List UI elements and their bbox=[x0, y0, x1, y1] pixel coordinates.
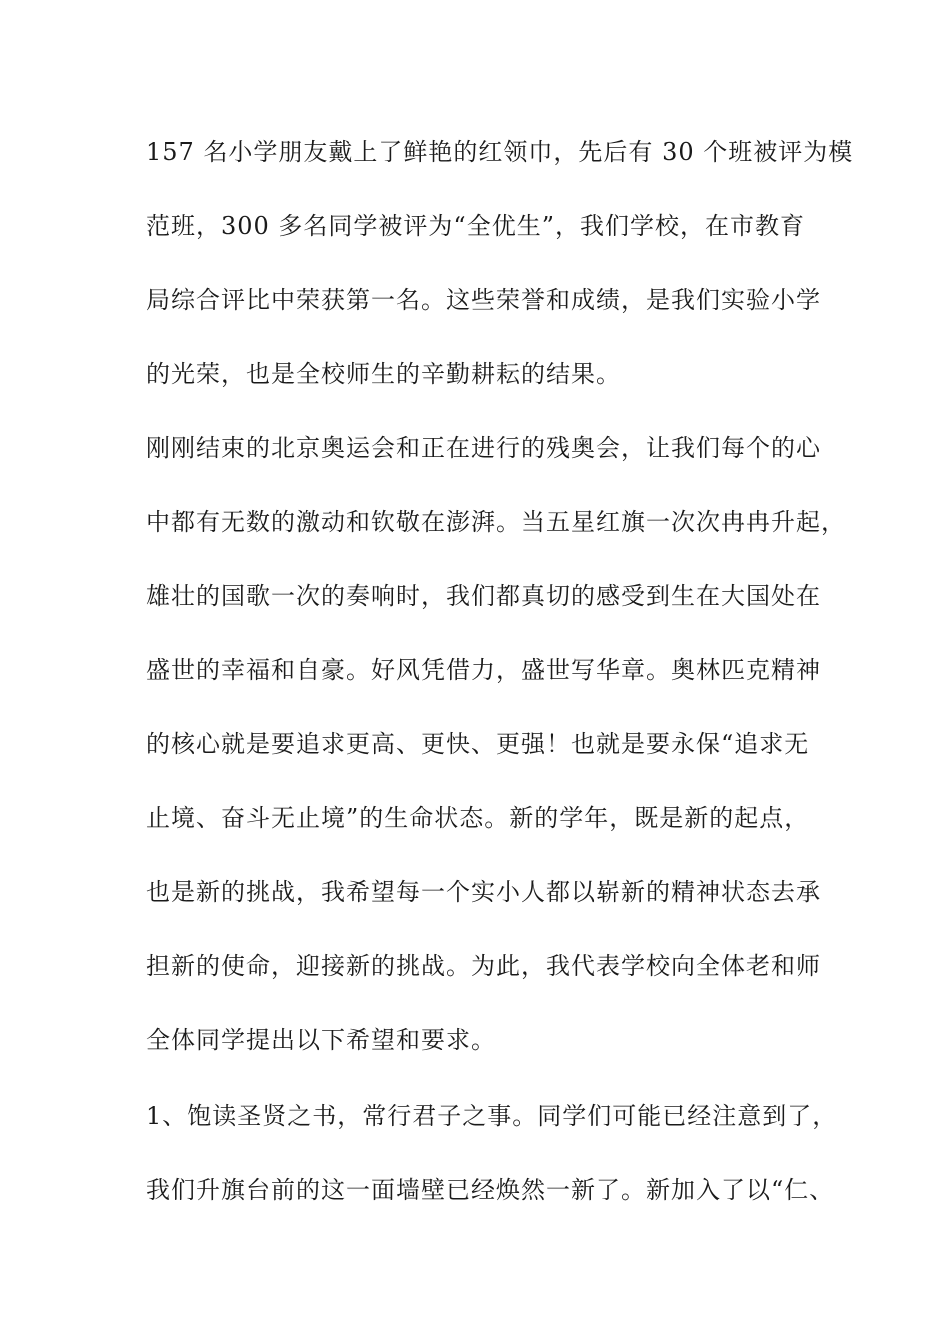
text-line: 刚刚结束的北京奥运会和正在进行的残奥会，让我们每个的心 bbox=[146, 434, 821, 462]
text-line: 的核心就是要追求更高、更快、更强！也就是要永保“追求无 bbox=[146, 730, 810, 758]
text-line: 范班，300 多名同学被评为“全优生”，我们学校，在市教育 bbox=[146, 212, 805, 240]
text-line: 雄壮的国歌一次的奏响时，我们都真切的感受到生在大国处在 bbox=[146, 582, 821, 610]
text-line: 全体同学提出以下希望和要求。 bbox=[146, 1026, 496, 1054]
text-line: 1、饱读圣贤之书，常行君子之事。同学们可能已经注意到了， bbox=[146, 1102, 838, 1130]
text-line: 局综合评比中荣获第一名。这些荣誉和成绩，是我们实验小学 bbox=[146, 286, 821, 314]
text-line: 也是新的挑战，我希望每一个实小人都以崭新的精神状态去承 bbox=[146, 878, 821, 906]
text-line: 157 名小学朋友戴上了鲜艳的红领巾，先后有 30 个班被评为模 bbox=[146, 138, 854, 166]
text-line: 中都有无数的激动和钦敬在澎湃。当五星红旗一次次冉冉升起， bbox=[146, 508, 846, 536]
text-line: 我们升旗台前的这一面墙壁已经焕然一新了。新加入了以“仁、 bbox=[146, 1176, 835, 1204]
text-line: 盛世的幸福和自豪。好风凭借力，盛世写华章。奥林匹克精神 bbox=[146, 656, 821, 684]
text-line: 的光荣，也是全校师生的辛勤耕耘的结果。 bbox=[146, 360, 621, 388]
text-line: 担新的使命，迎接新的挑战。为此，我代表学校向全体老和师 bbox=[146, 952, 821, 980]
text-line: 止境、奋斗无止境”的生命状态。新的学年，既是新的起点， bbox=[146, 804, 810, 832]
